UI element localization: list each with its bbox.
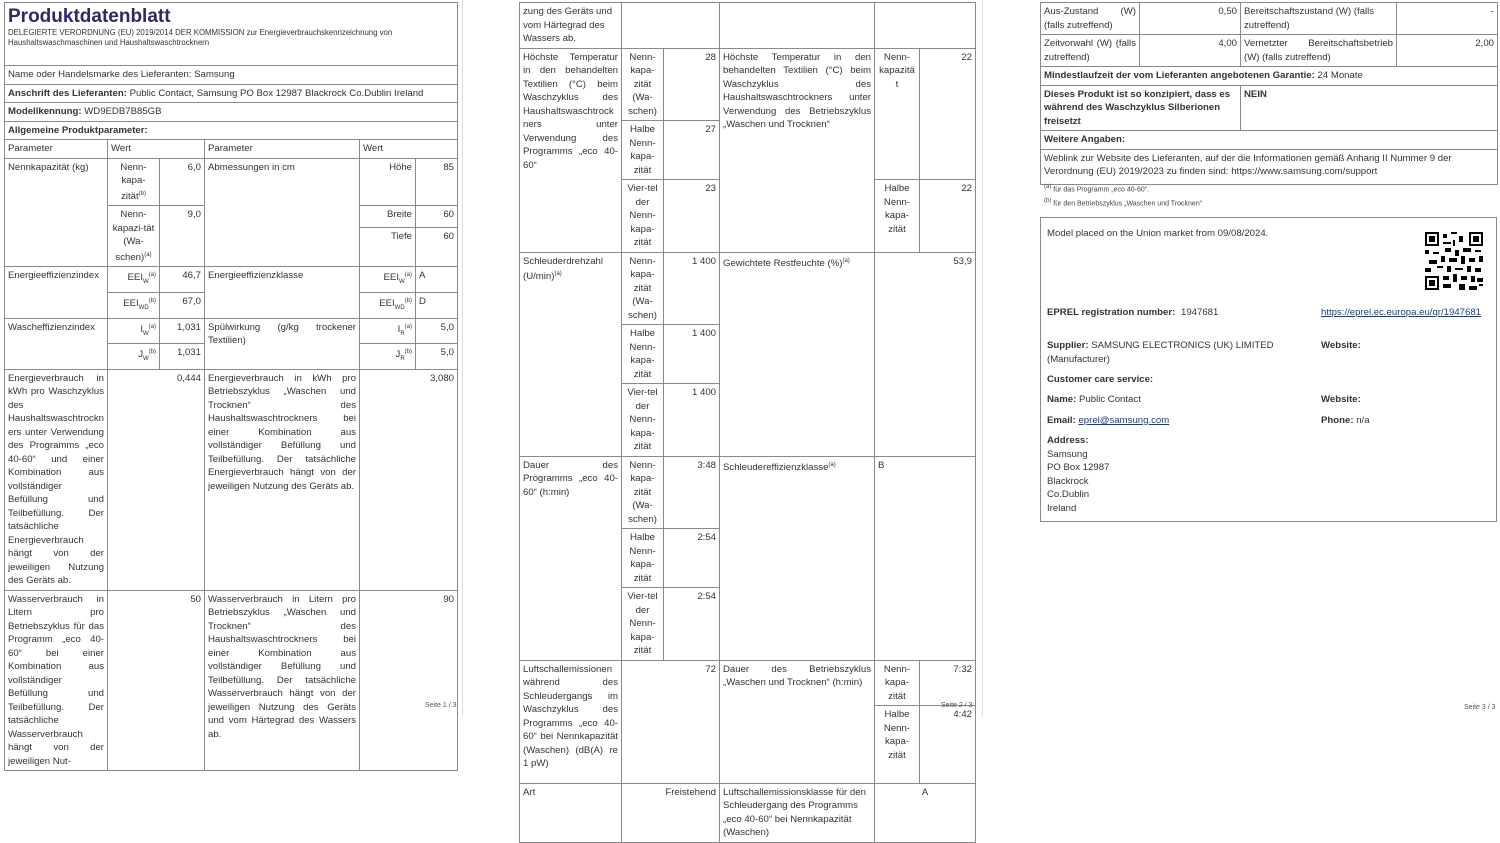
page3-table bbox=[1040, 2, 1498, 185]
supplier-label: Supplier: bbox=[1047, 340, 1089, 351]
jr-value: 5,0 bbox=[416, 344, 458, 370]
temp-wd-value-2: 22 bbox=[920, 180, 976, 253]
duration-label: Dauer des Programms „eco 40-60“ (h:min) bbox=[520, 456, 622, 660]
spin-viertel: Vier-tel der Nenn-kapa-zität bbox=[622, 384, 664, 457]
page-number-2: Seite 2 / 3 bbox=[941, 702, 973, 709]
dimensions-label: Abmessungen in cm bbox=[205, 158, 360, 267]
spin-nenn: Nenn-kapa-zität (Wa-schen) bbox=[622, 252, 664, 325]
general-params-heading: Allgemeine Produktparameter: bbox=[5, 121, 458, 140]
standby-label: Bereitschaftszustand (W) (falls zutreffend) bbox=[1241, 3, 1397, 35]
name-label: Name: bbox=[1047, 394, 1077, 405]
temp-wd-halbe: Halbe Nenn-kapa-zität bbox=[875, 180, 920, 253]
rinse-label: Spülwirkung (g/kg trockener Textilien) bbox=[205, 318, 360, 369]
water-value: 50 bbox=[108, 590, 205, 771]
footnote-a: für das Programm „eco 40-60“. bbox=[1053, 186, 1149, 194]
qr-code-icon[interactable] bbox=[1425, 232, 1483, 290]
supplier-address-value: Public Contact, Samsung PO Box 12987 Blackrock Co.Dublin Ireland bbox=[129, 87, 424, 99]
address-label: Address: bbox=[1047, 435, 1089, 446]
warranty-value: 24 Monate bbox=[1317, 70, 1363, 81]
depth-value: 60 bbox=[416, 228, 458, 267]
off-mode-label: Aus-Zustand (W) (falls zutreffend) bbox=[1041, 3, 1140, 35]
supplier-name-value: Samsung bbox=[194, 69, 235, 80]
duration-viertel: Vier-tel der Nenn-kapa-zität bbox=[622, 588, 664, 661]
model-label: Modellkennung: bbox=[8, 106, 82, 117]
delay-start-label: Zeitvorwahl (W) (falls zutreffend) bbox=[1041, 35, 1140, 67]
further-info-label: Weitere Angaben: bbox=[1041, 131, 1498, 150]
temp-wd-value-1: 22 bbox=[920, 48, 976, 180]
model-value: WD9EDB7B85GB bbox=[84, 106, 162, 117]
wd-duration-halbe: Halbe Nenn-kapa-zität bbox=[875, 706, 920, 784]
address-line-3: Blackrock bbox=[1047, 476, 1089, 487]
continued-text: zung des Geräts und vom Härtegrad des Wassers ab. bbox=[520, 3, 622, 49]
website-label-2: Website: bbox=[1321, 394, 1361, 405]
page-1 bbox=[0, 0, 463, 767]
depth-label: Tiefe bbox=[360, 228, 416, 267]
weblink-text: Weblink zur Website des Lieferanten, auf der die Informationen gemäß Anhang II Nummer 9 der Verordnung (EU) 2019/2023 zu finden sind: bbox=[1044, 152, 1452, 177]
capacity-sub-2: Nenn-kapazi-tät (Wa-schen) bbox=[112, 209, 155, 263]
capacity-label: Nennkapazität (kg) bbox=[5, 158, 108, 267]
spin-halbe: Halbe Nenn-kapa-zität bbox=[622, 325, 664, 384]
supplier-address-label: Anschrift des Lieferanten: bbox=[8, 87, 127, 99]
eei-w-value: 46,7 bbox=[160, 267, 205, 293]
spin-label: Schleuderdrehzahl (U/min) bbox=[523, 255, 604, 283]
temp-value-2: 27 bbox=[664, 121, 720, 180]
header-parameter-2: Parameter bbox=[205, 140, 360, 159]
name-value: Public Contact bbox=[1079, 394, 1141, 405]
capacity-sub-1: Nenn-kapa-zität bbox=[120, 161, 147, 202]
wash-index-label: Wascheffizienzindex bbox=[5, 318, 108, 369]
supplier-value: SAMSUNG ELECTRONICS (UK) LIMITED (Manufacturer) bbox=[1047, 340, 1274, 365]
address-line-5: Ireland bbox=[1047, 503, 1077, 514]
width-label: Breite bbox=[360, 206, 416, 228]
noise-value: 72 bbox=[622, 660, 720, 783]
network-standby-value: 2,00 bbox=[1397, 35, 1498, 67]
wd-duration-value-1: 7:32 bbox=[920, 660, 976, 706]
width-value: 60 bbox=[416, 206, 458, 228]
page-2 bbox=[516, 0, 983, 838]
page2-table: zung des Geräts und vom Härtegrad des Wassers ab. Höchste Temperatur in den behandelten Textilien (°C) beim Waschzyklus des Haushaltswaschtrockners unter Verwendung des Programms „eco 40-60“ Nenn-kapa-zität (Wa-schen) 28 Höchste Temperatur in den behandelten Textilien (°C) beim Waschzyklus des Haushaltswaschtrockners unter Verwendung des Betriebszyklus „Waschen und Trocknen“ Nenn-kapazität 22 Halbe Nenn-kapa-zität 27 Vier-tel der Nenn-kapa-zität 23 Halbe Nenn-kapa-zität 22 Schleuderdrehzahl $(U/\min)^{(a)}$ Nenn-kapa-zität (Wa-schen) 1 400 Gewichtete Restfeuchte (%)$^{(a)}$ 53,9 Halbe Nenn-kapa-zität 1 400 Vier-tel der Nenn-kapa-zität 1 400 Dauer des Programms „eco 40-60“ (h:min) Nenn-kapa-zität (Wa-schen) 3:48 Schleudereffizienzklasse$^{(a)}$ B Halbe Nenn-kapa-zität 2:54 Vier-tel der Nenn-kapa-zität 2:54 Luftschallemissionen während des Schleudergangs im Waschzyklus des Programms „eco 40-60“ bei Nennkapazität (Waschen) (dB(A) re 1 pW) 72 Dauer des Betriebszyklus „Waschen und Trocknen“ (h:min) Nenn-kapa-zität 7:32 Halbe Nenn-kapa-zität 4:42 Art Freistehend Luftschallemissionsklasse für den Schleudergang des Programms „eco 40-60“ bei Nennkapazität (Waschen) A bbox=[519, 2, 976, 843]
energy-value: 0,444 bbox=[108, 369, 205, 590]
eprel-link[interactable]: https://eprel.ec.europa.eu/qr/1947681 bbox=[1321, 307, 1482, 318]
spin-value-2: 1 400 bbox=[664, 325, 720, 384]
header-value-2: Wert bbox=[360, 140, 458, 159]
eprel-reg-label: EPREL registration number: bbox=[1047, 307, 1176, 318]
duration-value-3: 2:54 bbox=[664, 588, 720, 661]
water-wd-label: Wasserverbrauch in Litern pro Betriebszyklus „Waschen und Trocknen“ des Haushaltswaschtrockners bei einer Kombination aus vollständiger Befüllung und Teilbefüllung. Der tatsächliche Wasserverbrauch hängt von der jeweiligen Nutzung des Geräts und vom Härtegrad des Wassers ab. bbox=[205, 590, 360, 771]
spin-class-value: B bbox=[875, 456, 976, 660]
moisture-label: Gewichtete Restfeuchte (%) bbox=[723, 257, 843, 269]
phone-value: n/a bbox=[1356, 415, 1370, 426]
eei-wd-value: 67,0 bbox=[160, 292, 205, 318]
email-link[interactable]: eprel@samsung.com bbox=[1078, 415, 1170, 426]
header-value: Wert bbox=[108, 140, 205, 159]
website-label: Website: bbox=[1321, 340, 1361, 351]
wd-duration-value-2: 4:42 bbox=[920, 706, 976, 784]
page1-table: Produktdatenblatt DELEGIERTE VERORDNUNG (EU) 2019/2014 DER KOMMISSION zur Energieverbrauchskennzeichnung von Haushaltswaschmaschinen und Haushaltswaschtrocknern Name oder Handelsmarke des Lieferanten: Samsung Anschrift des Lieferanten: Public Contact, Samsung PO Box 12987 Blackrock Co.Dublin Ireland Modellkennung: WD9EDB7B85GB Allgemeine Produktparameter: Parameter Wert Parameter Wert Nennkapazität (kg) Nenn-kapa-zität$^{(b)}$ 6,0 Abmessungen in cm Höhe 85 Nenn-kapazi-tät (Wa-schen)$^{(a)}$ 9,0 Breite 60 Tiefe 60 Energieeffizienzindex $EEI_W^{(a)}$ 46,7 Energieeffizienzklasse $EEI_W^{(a)}$ A $EEI_{WD}^{(b)}$ 67,0 $EEI_{WD}^{(b)}$ D Wascheffizienzindex $I_W^{(a)}$ 1,031 Spülwirkung (g/kg trockener Textilien) $I_R^{(a)}$ 5,0 $J_W^{(b)}$ 1,031 $J_R^{(b)}$ 5,0 Energieverbrauch in kWh pro Waschzyklus des Haushaltswaschtrockners unter Verwendung des Programms „eco 40-60“ und einer Kombination aus vollständiger Befüllung und Teilbefüllung. Der tatsächliche Energieverbrauch hängt von der jeweiligen Nutzung des Geräts ab. 0,444 Energieverbrauch in kWh pro Betriebszyklus „Waschen und Trocknen“ des Haushaltswaschtrockners bei einer Kombination aus vollständiger Befüllung und Teilbefüllung. Der tatsächliche Energieverbrauch hängt von der jeweiligen Nutzung des Geräts ab. 3,080 Wasserverbrauch in Litern pro Betriebszyklus für das Programm „eco 40-60“ bei einer Kombination aus vollständiger Befüllung und Teilbefüllung. Der tatsächliche Wasserverbrauch hängt von der jeweiligen Nut- 50 Wasserverbrauch in Litern pro Betriebszyklus „Waschen und Trocknen“ des Haushaltswaschtrockners bei einer Kombination aus vollständiger Befüllung und Teilbefüllung. Der tatsächliche Wasserverbrauch hängt von der jeweiligen Nutzung des Geräts und vom Härtegrad des Wassers ab. 90 bbox=[4, 2, 458, 771]
temp-label: Höchste Temperatur in den behandelten Textilien (°C) beim Waschzyklus des Haushaltswaschtrockners unter Verwendung des Programms „eco 40-60“ bbox=[520, 48, 622, 252]
header-parameter: Parameter bbox=[5, 140, 108, 159]
water-wd-value: 90 bbox=[360, 590, 458, 771]
duration-nenn: Nenn-kapa-zität (Wa-schen) bbox=[622, 456, 664, 529]
eec-w-value: A bbox=[416, 267, 458, 293]
water-label: Wasserverbrauch in Litern pro Betriebszyklus für das Programm „eco 40-60“ bei einer Kombination aus vollständiger Befüllung und Teilbefüllung. Der tatsächliche Wasserverbrauch hängt von der jeweiligen Nut- bbox=[5, 590, 108, 771]
capacity-value-1: 6,0 bbox=[160, 158, 205, 206]
height-value: 85 bbox=[416, 158, 458, 206]
jw-value: 1,031 bbox=[160, 344, 205, 370]
energy-wd-label: Energieverbrauch in kWh pro Betriebszyklus „Waschen und Trocknen“ des Haushaltswaschtrockners bei einer Kombination aus vollständiger Befüllung und Teilbefüllung. Der tatsächliche Energieverbrauch hängt von der jeweiligen Nutzung des Geräts ab. bbox=[205, 369, 360, 590]
supplier-name-label: Name oder Handelsmarke des Lieferanten: bbox=[8, 69, 192, 80]
type-label: Art bbox=[520, 783, 622, 842]
temp-value-1: 28 bbox=[664, 48, 720, 121]
capacity-value-2: 9,0 bbox=[160, 206, 205, 267]
eec-label: Energieeffizienzklasse bbox=[205, 267, 360, 318]
delay-start-value: 4,00 bbox=[1140, 35, 1241, 67]
email-label: Email: bbox=[1047, 415, 1076, 426]
off-mode-value: 0,50 bbox=[1140, 3, 1241, 35]
customer-care-label: Customer care service: bbox=[1047, 374, 1154, 385]
spin-class-label: Schleudereffizienzklasse bbox=[723, 461, 829, 473]
spin-value-1: 1 400 bbox=[664, 252, 720, 325]
eei-label: Energieeffizienzindex bbox=[5, 267, 108, 318]
noise-label: Luftschallemissionen während des Schleudergangs im Waschzyklus des Programms „eco 40-60“ bei Nennkapazität (Waschen) (dB(A) re 1 pW) bbox=[520, 660, 622, 783]
iw-value: 1,031 bbox=[160, 318, 205, 344]
spin-value-3: 1 400 bbox=[664, 384, 720, 457]
regulation-text: DELEGIERTE VERORDNUNG (EU) 2019/2014 DER KOMMISSION zur Energieverbrauchskennzeichnung von Haushaltswaschmaschinen und Haushaltswaschtrocknern bbox=[8, 28, 393, 47]
temp-viertel: Vier-tel der Nenn-kapa-zität bbox=[622, 180, 664, 253]
address-line-1: Samsung bbox=[1047, 449, 1088, 460]
address-line-2: PO Box 12987 bbox=[1047, 462, 1110, 473]
duration-value-2: 2:54 bbox=[664, 529, 720, 588]
wd-duration-nenn: Nenn-kapa-zität bbox=[875, 660, 920, 706]
eec-wd-value: D bbox=[416, 292, 458, 318]
duration-value-1: 3:48 bbox=[664, 456, 720, 529]
temp-value-3: 23 bbox=[664, 180, 720, 253]
silver-ion-label: Dieses Produkt ist so konzipiert, dass es während des Waschzyklus Silberionen freisetzt bbox=[1041, 85, 1241, 131]
page-number-1: Seite 1 / 3 bbox=[425, 702, 457, 709]
ir-value: 5,0 bbox=[416, 318, 458, 344]
temp-nenn: Nenn-kapa-zität (Wa-schen) bbox=[622, 48, 664, 121]
footnote-b: für den Betriebszyklus „Waschen und Trocknen“ bbox=[1053, 200, 1203, 208]
noise-class-value: A bbox=[875, 783, 976, 842]
energy-label: Energieverbrauch in kWh pro Waschzyklus des Haushaltswaschtrockners unter Verwendung des Programms „eco 40-60“ und einer Kombination aus vollständiger Befüllung und Teilbefüllung. Der tatsächliche Energieverbrauch hängt von der jeweiligen Nutzung des Geräts ab. bbox=[5, 369, 108, 590]
eprel-reg-value: 1947681 bbox=[1181, 307, 1219, 318]
eprel-box bbox=[1040, 217, 1497, 522]
page-3: Aus-Zustand (W) (falls zutreffend) 0,50 Bereitschaftszustand (W) (falls zutreffend) - Zeitvorwahl (W) (falls zutreffend) 4,00 Vernetzter Bereitschaftsbetrieb (W) (falls zutreffend) 2,00 Mindestlaufzeit der vom Lieferanten angebotenen Garantie: 24 Monate Dieses Produkt ist so konzipiert, dass es während des Waschzyklus Silberionen freisetzt NEIN Weitere Angaben: Weblink zur Website des Lieferanten, auf der die Informationen gemäß Anhang II Nummer 9 der Verordnung (EU) 2019/2023 zu finden sind: https://www.samsung.com/support $^{(a)}$ für das Programm „eco 40-60“. $^{(b)}$ für den Betriebszyklus „Waschen und Trocknen“ Model placed on the Union market from 09/08/2024. EPREL registration number: 1947681 https://eprel.ec.europa.eu/qr/1947681 Supplier: SAMSUNG ELECTRONICS (UK) LIMITED (Manufacturer) Website: Customer care service: Name: Public Contact Website: Email: eprel@samsung.com Phone: n/a Address: Samsung PO Box 12987 Blackrock Co.Dublin Ireland Seite 3 / 3 bbox=[1036, 0, 1500, 716]
weblink-url[interactable]: https://www.samsung.com/support bbox=[1231, 166, 1378, 177]
height-label: Höhe bbox=[360, 158, 416, 206]
warranty-label: Mindestlaufzeit der vom Lieferanten angebotenen Garantie: bbox=[1044, 70, 1315, 81]
noise-class-label: Luftschallemissionsklasse für den Schleudergang des Programms „eco 40-60“ bei Nennkapazität (Waschen) bbox=[720, 783, 875, 842]
energy-wd-value: 3,080 bbox=[360, 369, 458, 590]
temp-wd-nenn: Nenn-kapazität bbox=[875, 48, 920, 180]
temp-halbe: Halbe Nenn-kapa-zität bbox=[622, 121, 664, 180]
standby-value: - bbox=[1397, 3, 1498, 35]
page-number-3: Seite 3 / 3 bbox=[1464, 704, 1496, 711]
network-standby-label: Vernetzter Bereitschaftsbetrieb (W) (falls zutreffend) bbox=[1241, 35, 1397, 67]
type-value: Freistehend bbox=[622, 783, 720, 842]
wd-duration-label: Dauer des Betriebszyklus „Waschen und Trocknen“ (h:min) bbox=[720, 660, 875, 783]
duration-halbe: Halbe Nenn-kapa-zität bbox=[622, 529, 664, 588]
silver-ion-value: NEIN bbox=[1241, 85, 1498, 131]
moisture-value: 53,9 bbox=[875, 252, 976, 456]
page-title: Produktdatenblatt bbox=[8, 6, 171, 27]
eprel-placed-date: Model placed on the Union market from 09/08/2024. bbox=[1047, 228, 1269, 239]
phone-label: Phone: bbox=[1321, 415, 1354, 426]
temp-wd-label: Höchste Temperatur in den behandelten Textilien (°C) beim Waschzyklus des Haushaltswaschtrockners unter Verwendung des Betriebszyklus „Waschen und Trocknen“ bbox=[720, 48, 875, 252]
address-line-4: Co.Dublin bbox=[1047, 489, 1090, 500]
